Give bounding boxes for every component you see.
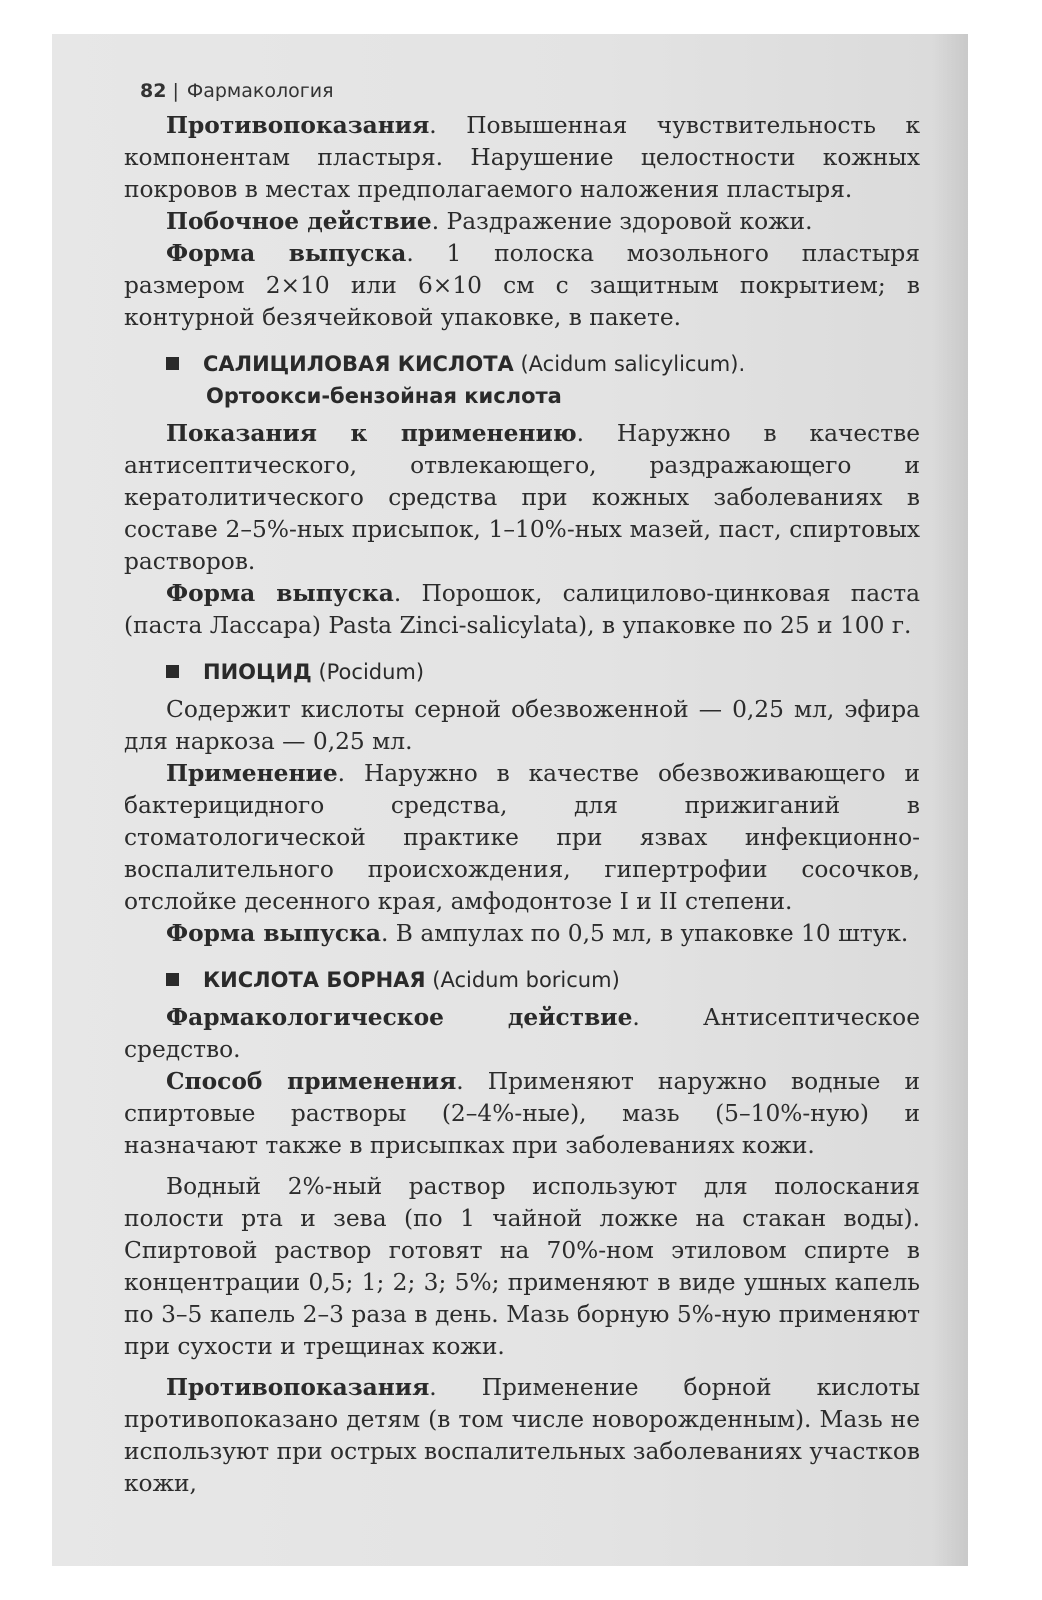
term-label: Фармакологическое действие (166, 1004, 633, 1031)
paragraph (124, 206, 920, 238)
term-label: Противопоказания (166, 112, 430, 139)
term-label: Применение (166, 760, 338, 787)
document-page (124, 74, 920, 1500)
paragraph-text: . Порошок, салицилово-цинковая паста (паста Лассара) Pasta Zinci-salicylata), в упаковке по 25 и 100 г. (124, 580, 921, 639)
drug-synonym: Ортоокси-бензойная кислота (206, 384, 562, 408)
paragraph-text: . Применяют наружно водные и спиртовые растворы (2–4%-ные), мазь (5–10%-ную) и назначают также в присыпках при заболеваниях кожи. (124, 1068, 921, 1159)
paragraph (124, 1002, 920, 1066)
term-label: Побочное действие (166, 208, 432, 235)
paragraph (124, 578, 920, 642)
paragraph-text: . 1 полоска мозольного пластыря размером 2×10 или 6×10 см с защитным покрытием; в контурной безячейковой упаковке, в пакете. (124, 240, 920, 331)
paragraph (124, 1372, 920, 1500)
term-label: Форма выпуска (166, 580, 394, 607)
paragraph (124, 758, 920, 918)
drug-heading (124, 656, 920, 688)
paragraph (124, 418, 920, 578)
paragraph-text: . Применение борной кислоты противопоказано детям (в том числе новорожденным). Мазь не используют при острых воспалительных заболеваниях участков кожи, (124, 1374, 920, 1497)
paragraph (124, 1171, 920, 1363)
paragraph-text: . Раздражение здоровой кожи. (431, 208, 813, 235)
header-separator: | (172, 80, 179, 102)
paragraph (124, 110, 920, 206)
paragraph (124, 238, 920, 334)
paragraph (124, 918, 920, 950)
term-label: Показания к применению (166, 420, 577, 447)
running-header (140, 74, 920, 108)
drug-latin-name: (Acidum boricum) (425, 968, 620, 992)
paragraph-text: . Наружно в качестве антисептического, отвлекающего, раздражающего и кератолитического средства при кожных заболеваниях в составе 2–5%-ных присыпок, 1–10%-ных мазей, паст, спиртовых растворов. (124, 420, 920, 575)
drug-heading (124, 348, 920, 412)
square-bullet-icon (166, 973, 179, 986)
paragraph-text: . Повышенная чувствительность к компонентам пластыря. Нарушение целостности кожных покровов в местах предполагаемого наложения пластыря. (124, 112, 920, 203)
drug-heading (124, 964, 920, 996)
paragraph (124, 694, 920, 758)
paragraph-text: . Антисептическое средство. (124, 1004, 920, 1063)
drug-name: КИСЛОТА БОРНАЯ (203, 968, 426, 992)
paragraph-text: Содержит кислоты серной обезвоженной — 0,25 мл, эфира для наркоза — 0,25 мл. (124, 696, 920, 755)
drug-latin-name: (Acidum salicylicum). (513, 352, 746, 376)
drug-name: ПИОЦИД (203, 660, 312, 684)
paragraph-text: . Наружно в качестве обезвоживающего и бактерицидного средства, для прижиганий в стоматологической практике при язвах инфекционно-воспалительного происхождения, гипертрофии сосочков, отслойке десенного края, амфодонтозе I и II степени. (124, 760, 920, 915)
paragraph-text: Водный 2%-ный раствор используют для полоскания полости рта и зева (по 1 чайной ложке на стакан воды). Спиртовой раствор готовят на 70%-ном этиловом спирте в концентрации 0,5; 1; 2; 3; 5%; применяют в виде ушных капель по 3–5 капель 2–3 раза в день. Мазь борную 5%-ную применяют при сухости и трещинах кожи. (124, 1173, 920, 1360)
term-label: Способ применения (166, 1068, 457, 1095)
page-number: 82 (140, 80, 167, 102)
drug-latin-name: (Pocidum) (311, 660, 425, 684)
term-label: Форма выпуска (166, 920, 381, 947)
page-gutter-shadow (932, 34, 968, 1566)
section-title: Фармакология (186, 80, 334, 102)
paragraph-text: . В ампулах по 0,5 мл, в упаковке 10 штук. (380, 920, 909, 947)
term-label: Противопоказания (166, 1374, 430, 1401)
paragraph (124, 1066, 920, 1162)
drug-name: САЛИЦИЛОВАЯ КИСЛОТА (203, 352, 514, 376)
term-label: Форма выпуска (166, 240, 407, 267)
square-bullet-icon (166, 357, 179, 370)
square-bullet-icon (166, 665, 179, 678)
